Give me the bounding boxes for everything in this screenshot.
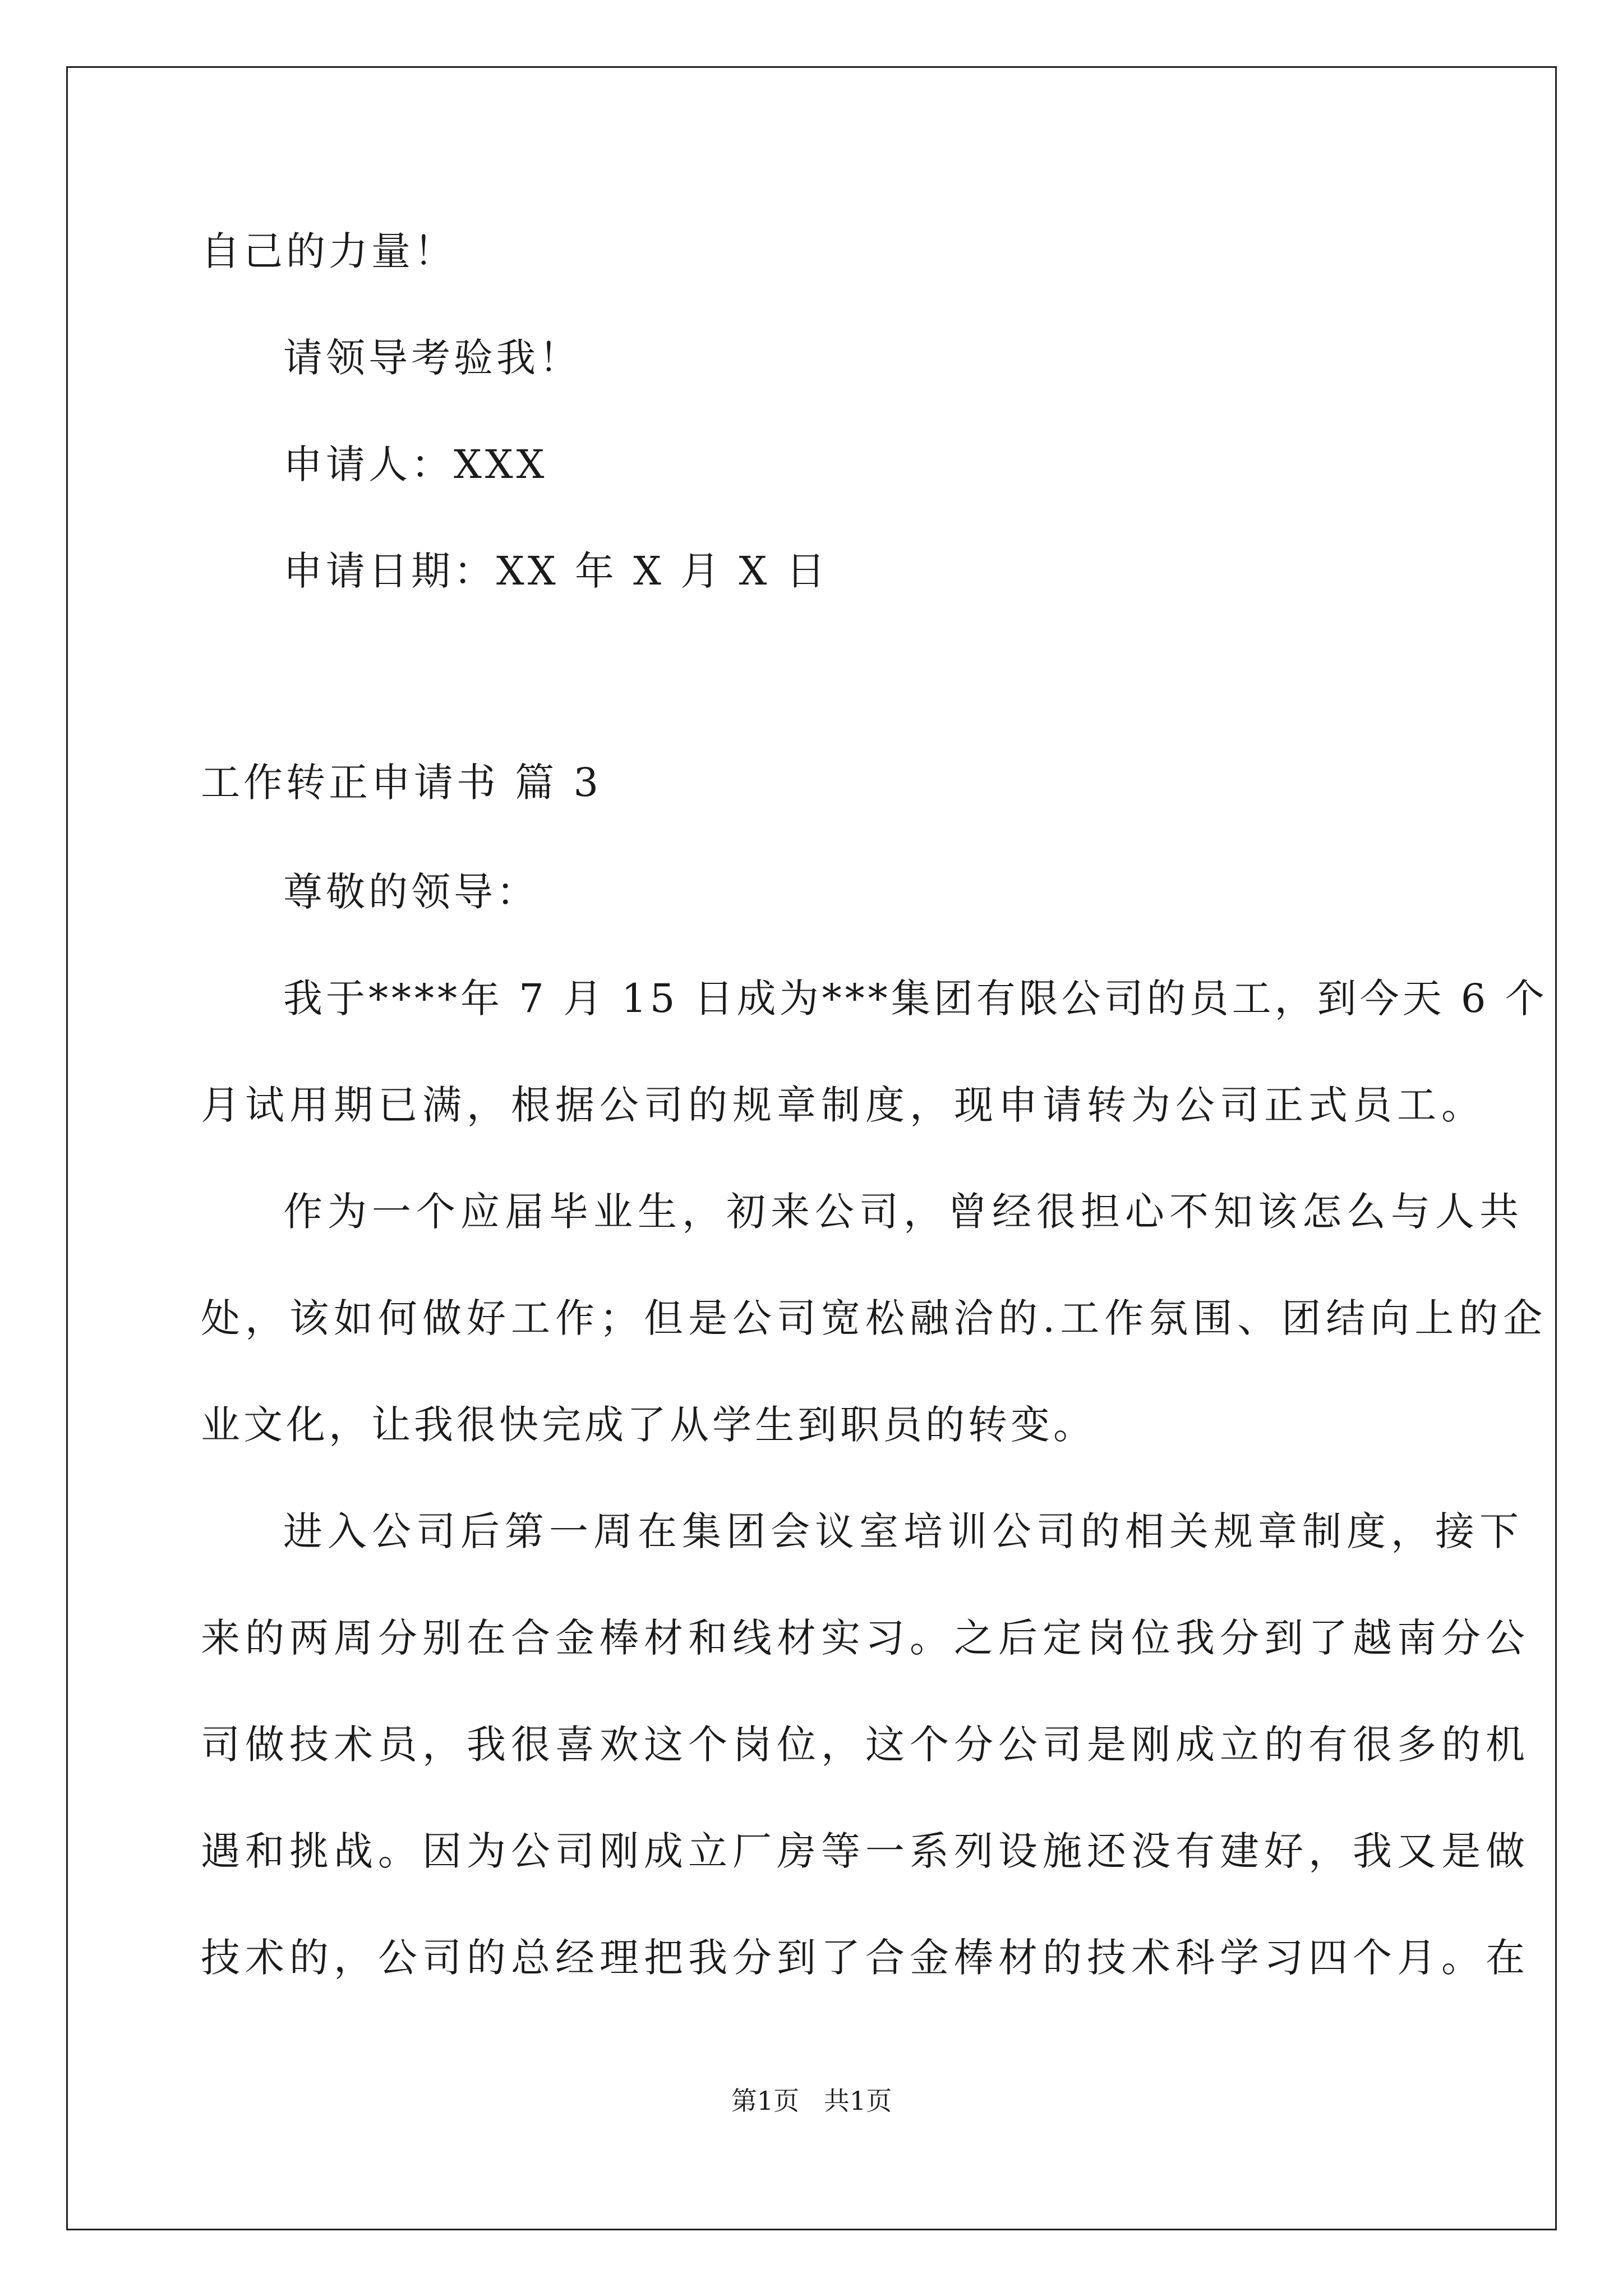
paragraph-line: 业文化，让我很快完成了从学生到职员的转变。 (201, 1402, 1096, 1448)
paragraph-line: 技术的，公司的总经理把我分到了合金棒材的技术科学习四个月。在 (201, 1935, 1530, 1981)
page-footer: 第1页 共1页 (731, 2086, 892, 2116)
page-border (66, 66, 1557, 2230)
salutation: 尊敬的领导： (283, 869, 539, 915)
paragraph-line: 来的两周分别在合金棒材和线材实习。之后定岗位我分到了越南分公 (201, 1615, 1530, 1661)
paragraph-line: 处，该如何做好工作；但是公司宽松融洽的.工作氛围、团结向上的企 (201, 1295, 1548, 1341)
paragraph-line: 进入公司后第一周在集团会议室培训公司的相关规章制度，接下 (283, 1508, 1524, 1554)
paragraph-line: 司做技术员，我很喜欢这个岗位，这个分公司是刚成立的有很多的机 (201, 1722, 1530, 1768)
text-line: 自己的力量！ (201, 228, 457, 274)
paragraph-line: 遇和挑战。因为公司刚成立厂房等一系列设施还没有建好，我又是做 (201, 1828, 1530, 1874)
section-title: 工作转正申请书 篇 3 (201, 760, 602, 806)
text-line: 请领导考验我！ (283, 335, 582, 381)
paragraph-line: 月试用期已满，根据公司的规章制度，现申请转为公司正式员工。 (201, 1082, 1486, 1128)
application-date-line: 申请日期：XX 年 X 月 X 日 (283, 548, 829, 594)
paragraph-line: 我于****年 7 月 15 日成为***集团有限公司的员工，到今天 6 个 (283, 976, 1548, 1022)
applicant-line: 申请人：XXX (283, 441, 548, 487)
paragraph-line: 作为一个应届毕业生，初来公司，曾经很担心不知该怎么与人共 (283, 1189, 1524, 1235)
